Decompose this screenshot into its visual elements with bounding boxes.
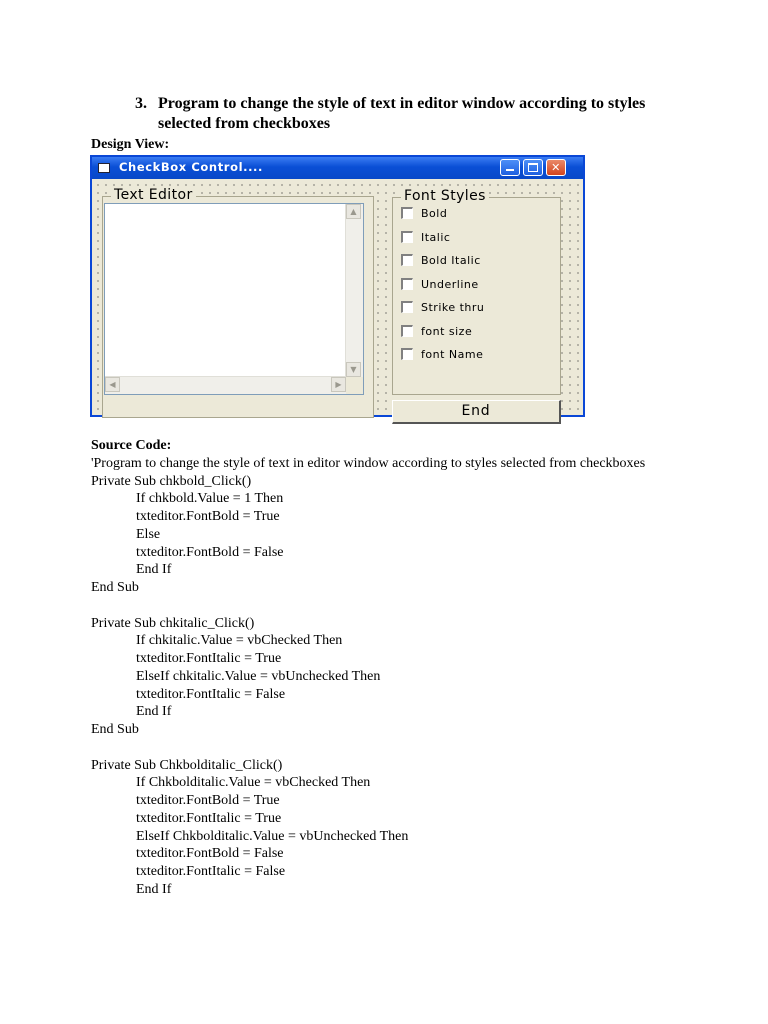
form-title: CheckBox Control.... (119, 160, 263, 174)
text-editor-frame-title: Text Editor (111, 187, 196, 203)
code-line: Else (136, 526, 161, 542)
scroll-up-icon[interactable]: ▲ (346, 204, 361, 219)
code-line: ElseIf Chkbolditalic.Value = vbUnchecked Then (136, 828, 409, 844)
source-comment: 'Program to change the style of text in editor window according to styles selected from checkboxes (91, 455, 646, 471)
code-line: Private Sub chkitalic_Click() (91, 615, 255, 631)
font-styles-frame (392, 188, 561, 395)
code-line: txteditor.FontBold = False (136, 846, 284, 862)
code-line: txteditor.FontBold = False (136, 544, 284, 560)
code-line: If Chkbolditalic.Value = vbChecked Then (136, 775, 371, 791)
form-client-area (92, 179, 583, 419)
checkbox-strike-thru-label: Strike thru (421, 300, 485, 314)
code-line: End Sub (91, 722, 139, 737)
maximize-icon (528, 163, 538, 172)
checkbox-strike-thru[interactable] (401, 299, 484, 315)
code-line: End If (136, 562, 172, 578)
close-icon: ✕ (551, 161, 561, 174)
code-line: txteditor.FontItalic = False (136, 864, 286, 879)
source-code-section (91, 437, 691, 899)
checkbox-icon[interactable] (401, 207, 413, 219)
code-line: If chkitalic.Value = vbChecked Then (136, 633, 343, 649)
code-line (91, 739, 691, 757)
checkbox-underline-label: Underline (421, 277, 479, 291)
code-line: txteditor.FontItalic = True (136, 651, 282, 666)
checkbox-font-name-label: font Name (421, 347, 484, 361)
checkbox-bold-label: Bold (421, 206, 448, 220)
scroll-down-icon[interactable]: ▼ (346, 362, 361, 377)
checkbox-font-size-label: font size (421, 324, 473, 338)
checkbox-font-name[interactable] (401, 346, 483, 362)
code-line: txteditor.FontItalic = False (136, 686, 286, 702)
design-view-label: Design View: (91, 137, 170, 152)
checkbox-font-size[interactable] (401, 323, 472, 339)
code-line: End If (136, 704, 172, 720)
vb-form-window (90, 155, 585, 417)
code-line: txteditor.FontBold = True (136, 509, 280, 524)
app-icon (98, 163, 110, 173)
code-line: ElseIf chkitalic.Value = vbUnchecked Then (136, 668, 381, 684)
code-line: End If (136, 881, 172, 897)
checkbox-icon[interactable] (401, 254, 413, 266)
checkbox-bold-italic[interactable] (401, 252, 481, 268)
heading-text: Program to change the style of text in editor window according to styles selected from checkboxes (158, 95, 646, 132)
form-title-bar[interactable] (92, 157, 583, 179)
checkbox-bold-italic-label: Bold Italic (421, 253, 481, 267)
code-line: Private Sub chkbold_Click() (91, 473, 252, 489)
minimize-icon (506, 169, 514, 171)
checkbox-icon[interactable] (401, 278, 413, 290)
page-heading (135, 94, 695, 134)
checkbox-icon[interactable] (401, 301, 413, 313)
horizontal-scrollbar[interactable] (105, 376, 346, 394)
text-editor-input[interactable] (104, 203, 364, 395)
scroll-left-icon[interactable]: ◀ (105, 377, 120, 392)
code-line: txteditor.FontBold = True (136, 793, 280, 808)
code-lines (91, 473, 691, 899)
source-code-label: Source Code: (91, 438, 172, 453)
checkbox-bold[interactable] (401, 205, 447, 221)
checkbox-icon[interactable] (401, 348, 413, 360)
font-styles-frame-title: Font Styles (401, 188, 489, 204)
code-line: End Sub (91, 580, 139, 595)
scrollbar-corner (346, 377, 363, 394)
checkbox-icon[interactable] (401, 325, 413, 337)
checkbox-icon[interactable] (401, 231, 413, 243)
vertical-scrollbar[interactable] (345, 204, 363, 377)
scroll-right-icon[interactable]: ▶ (331, 377, 346, 392)
maximize-button[interactable] (523, 159, 543, 176)
checkbox-italic[interactable] (401, 229, 450, 245)
checkbox-underline[interactable] (401, 276, 479, 292)
minimize-button[interactable] (500, 159, 520, 176)
code-line: Private Sub Chkbolditalic_Click() (91, 757, 283, 773)
code-line: If chkbold.Value = 1 Then (136, 491, 284, 507)
heading-number: 3. (135, 95, 147, 112)
code-line (91, 597, 691, 615)
close-button[interactable] (546, 159, 566, 176)
end-button[interactable]: End (392, 400, 561, 424)
code-line: txteditor.FontItalic = True (136, 810, 282, 826)
checkbox-italic-label: Italic (421, 230, 451, 244)
